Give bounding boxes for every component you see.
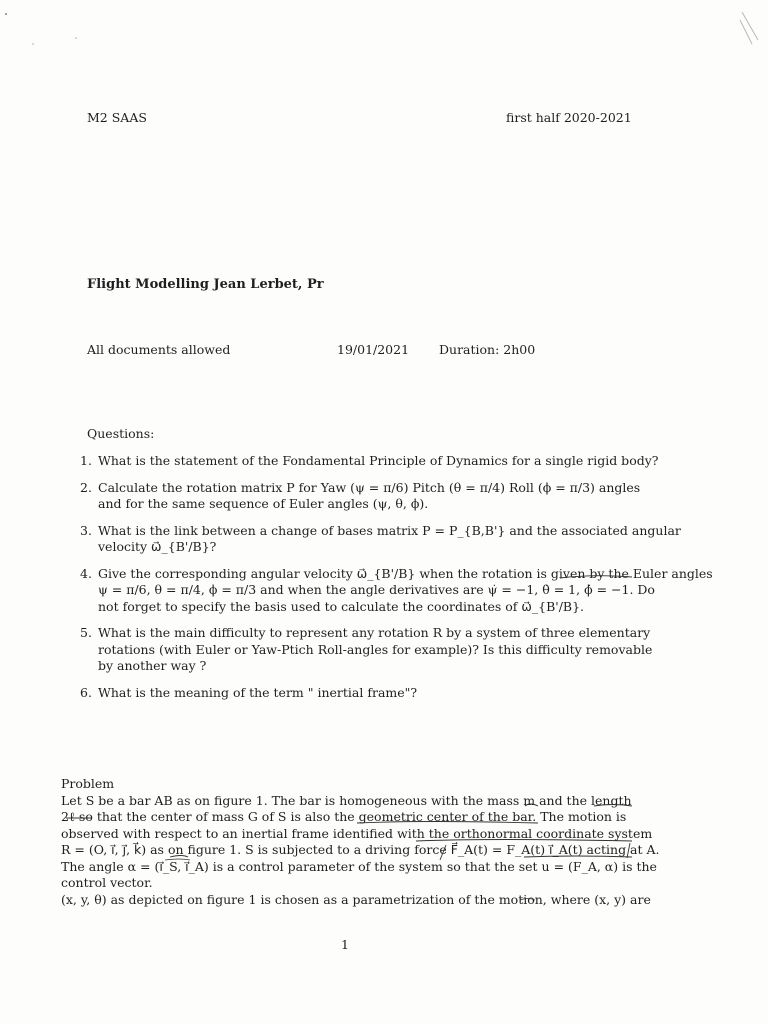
question-text: What is the statement of the Fondamental Principle of Dynamics for a single rigid body? <box>98 453 659 468</box>
exam-date: 19/01/2021 <box>337 342 410 357</box>
problem-text-line: (x, y, θ) as depicted on figure 1 is chosen as a parametrization of the motion, where (x, y) are <box>61 891 651 907</box>
question-text: What is the main difficulty to represent any rotation R by a system of three elementary <box>98 625 651 640</box>
question-item <box>80 522 681 556</box>
page-number: 1 <box>341 937 349 952</box>
question-text: Calculate the rotation matrix P for Yaw (ψ = π/6) Pitch (θ = π/4) Roll (ϕ = π/3) angles <box>98 479 641 495</box>
problem-text-line: observed with respect to an inertial frame identified with the orthonormal coordinate system <box>61 825 653 841</box>
question-text: ψ = π/6, θ = π/4, ϕ = π/3 and when the angle derivatives are ψ̇ = −1, θ̇ = 1, ϕ̇ = −1. Do <box>98 582 655 597</box>
question-text: not forget to specify the basis used to calculate the coordinates of ω⃗_{B'/B}. <box>98 598 585 614</box>
problem-text-line: R = (O, i⃗, j⃗, k⃗) as on figure 1. S is subjected to a driving force F⃗_A(t) = F_A(t) i⃗_A(t) acting at A. <box>61 842 660 857</box>
scan-artifact-corner <box>728 0 768 50</box>
question-text: What is the meaning of the term " inertial frame"? <box>98 684 418 700</box>
problem-heading: Problem <box>61 776 115 791</box>
exam-duration: Duration: 2h00 <box>439 342 536 357</box>
term-label: first half 2020-2021 <box>506 110 632 125</box>
question-number: 4. <box>80 565 92 581</box>
question-number: 6. <box>80 684 92 700</box>
problem-text-line: control vector. <box>61 875 153 890</box>
documents-note: All documents allowed <box>87 342 231 357</box>
question-text: velocity ω⃗_{B'/B}? <box>98 539 217 554</box>
problem-text-line: Let S be a bar AB as on figure 1. The bar is homogeneous with the mass m and the length <box>61 792 632 808</box>
question-item <box>80 453 659 470</box>
questions-heading: Questions: <box>87 426 155 441</box>
question-number: 5. <box>80 625 92 640</box>
problem-text-line: 2ℓ so that the center of mass G of S is also the geometric center of the bar. The motion is <box>61 809 627 824</box>
question-item <box>80 685 640 702</box>
question-number: 1. <box>80 453 92 468</box>
question-number: 3. <box>80 522 92 538</box>
question-text: Give the corresponding angular velocity ω⃗_{B'/B} when the rotation is given by the Euler angles <box>98 565 713 581</box>
course-code: M2 SAAS <box>87 110 147 125</box>
problem-text-line: The angle α = (i⃗_S, i⃗_A) is a control parameter of the system so that the set u = (F_A, α) is the <box>61 858 657 874</box>
question-item <box>80 625 653 675</box>
question-item <box>80 565 713 616</box>
question-text: What is the link between a change of bases matrix P = P_{B,B'} and the associated angular <box>98 522 681 538</box>
question-number: 2. <box>80 479 92 495</box>
question-text: rotations (with Euler or Yaw-Ptich Roll-angles for example)? Is this difficulty removable <box>98 641 653 657</box>
question-text: by another way ? <box>98 658 207 673</box>
questions-list <box>80 453 713 711</box>
problem-section <box>61 776 660 908</box>
question-item <box>80 480 640 513</box>
exam-title: Flight Modelling Jean Lerbet, Pr <box>87 277 324 292</box>
scan-artifact-dot <box>0 0 100 60</box>
question-text: and for the same sequence of Euler angles (ψ, θ, ϕ). <box>98 496 429 511</box>
